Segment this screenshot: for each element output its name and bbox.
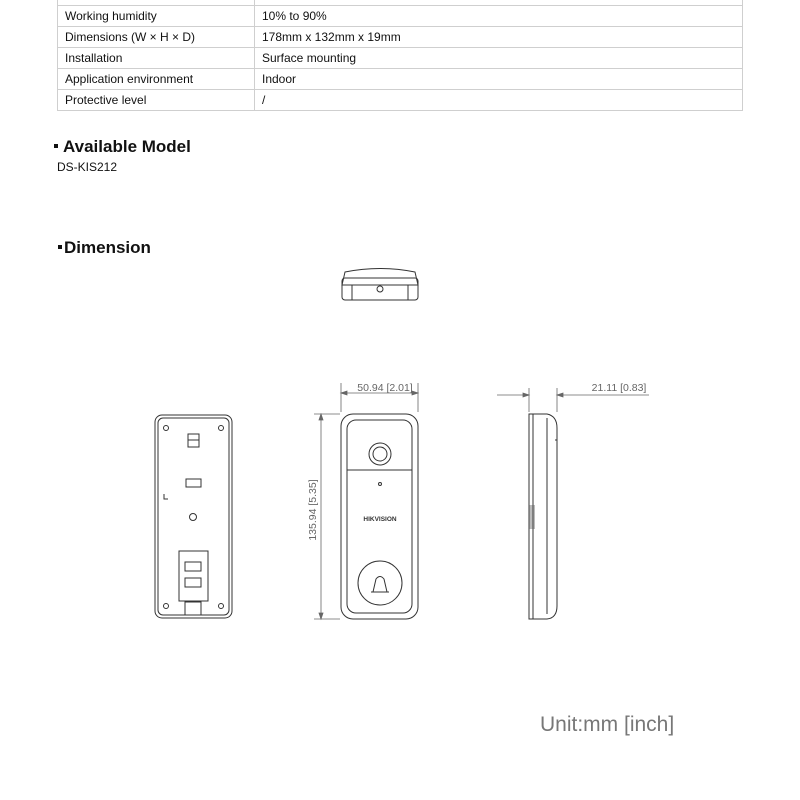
dimension-heading-text: Dimension xyxy=(64,238,151,257)
table-cell-label: Installation xyxy=(58,48,255,69)
table-cell-value: 10% to 90% xyxy=(255,6,743,27)
table-cell-value: / xyxy=(255,90,743,111)
depth-label: 21.11 [0.83] xyxy=(591,382,647,394)
bullet-icon xyxy=(58,245,62,249)
table-cell-label: Application environment xyxy=(58,69,255,90)
top-view xyxy=(342,269,418,301)
table-cell-label: Working humidity xyxy=(58,6,255,27)
available-model-heading-text: Available Model xyxy=(63,137,191,156)
spec-table xyxy=(57,0,743,111)
table-cell-value: 178mm x 132mm x 19mm xyxy=(255,27,743,48)
width-label: 50.94 [2.01] xyxy=(357,382,413,394)
back-view xyxy=(155,415,232,618)
table-cell-label: Protective level xyxy=(58,90,255,111)
brand-logo-text: HIKVISION xyxy=(363,516,397,523)
available-model-heading xyxy=(54,137,191,157)
table-cell-label: Dimensions (W × H × D) xyxy=(58,27,255,48)
side-grip-texture xyxy=(529,506,535,528)
model-number: DS-KIS212 xyxy=(57,160,118,174)
dimension-drawing xyxy=(0,255,800,645)
table-row xyxy=(58,6,743,27)
bullet-icon xyxy=(54,144,58,148)
table-row xyxy=(58,27,743,48)
table-cell-value: Indoor xyxy=(255,69,743,90)
table-row xyxy=(58,69,743,90)
height-label: 135.94 [5.35] xyxy=(307,479,319,541)
unit-label: Unit:mm [inch] xyxy=(540,713,675,736)
side-view xyxy=(529,414,557,619)
table-row xyxy=(58,48,743,69)
table-row xyxy=(58,90,743,111)
table-cell-value: Surface mounting xyxy=(255,48,743,69)
